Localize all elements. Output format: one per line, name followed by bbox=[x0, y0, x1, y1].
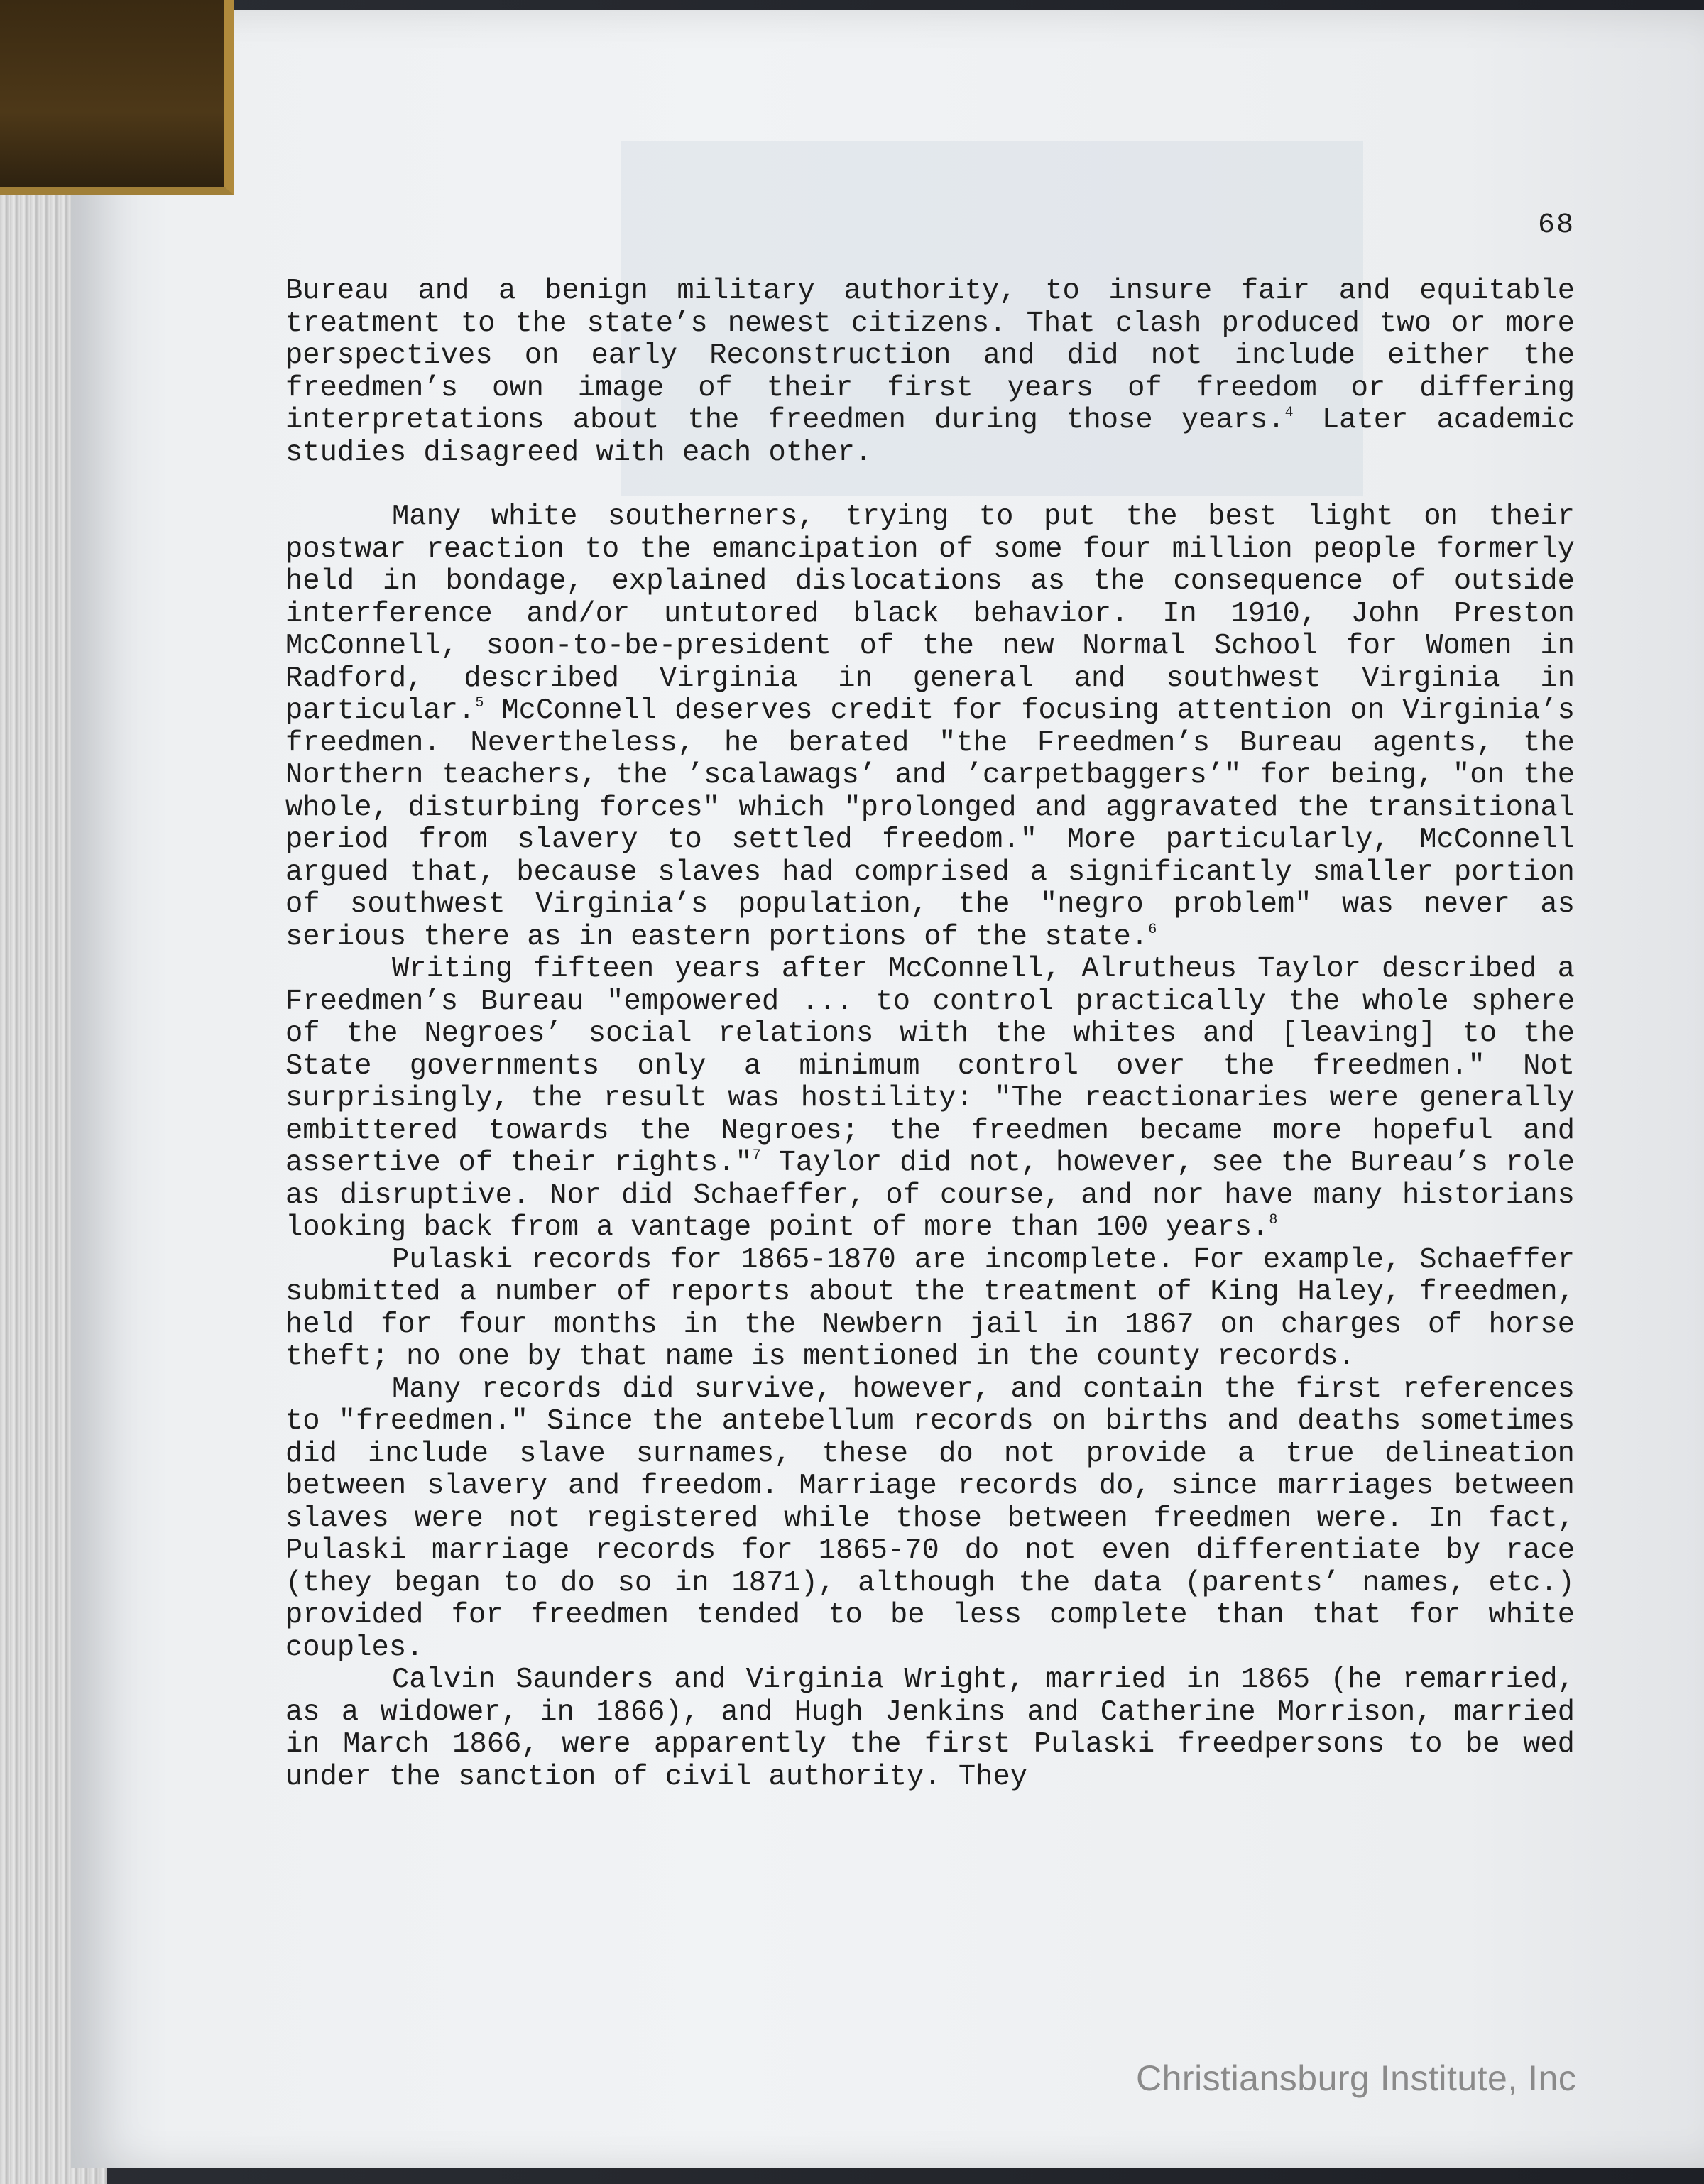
paragraph-4 bbox=[285, 1245, 1575, 1374]
footnote-marker: 5 bbox=[475, 695, 484, 711]
watermark-text: Christiansburg Institute, Inc bbox=[1136, 2058, 1577, 2098]
paragraph-text: Many records did survive, however, and contain the first references to "freedmen." Since the antebellum records on births and deaths sometimes did include slave surnames, these do not provide a true delineation between slavery and freedom. Marriage records do, since marriages between slaves were not registered while those between freedmen were. In fact, Pulaski marriage records for 1865-70 do not even differentiate by race (they began to do so in 1871), although the data (parents’ names, etc.) provided for freedmen tended to be less complete than that for white couples. bbox=[285, 1372, 1575, 1664]
paragraph-1 bbox=[285, 275, 1575, 469]
body-text bbox=[285, 275, 1575, 1793]
footnote-marker: 6 bbox=[1148, 921, 1157, 938]
paragraph-3 bbox=[285, 954, 1575, 1245]
paragraph-text: McConnell deserves credit for focusing attention on Virginia’s freedmen. Nevertheless, he berated "the Freedmen’s Bureau agents, the Northern teachers, the ’scalawags’ and ’carpetbaggers’" for being, "on the whole, disturbing forces" which "prolonged and aggravated the transitional period from slavery to settled freedom." More particularly, McConnell argued that, because slaves had comprised a significantly smaller portion of southwest Virginia’s population, the "negro problem" was never as serious there as in eastern portions of the state. bbox=[285, 694, 1575, 954]
paragraph-6 bbox=[285, 1664, 1575, 1793]
paragraph-text: Taylor did not, however, see the Bureau’s role as disruptive. Nor did Schaeffer, of course, and nor have many historians looking back from a vantage point of more than 100 years. bbox=[285, 1147, 1575, 1244]
footnote-marker: 7 bbox=[752, 1147, 761, 1164]
binder-clip bbox=[0, 0, 234, 195]
paragraph-5 bbox=[285, 1374, 1575, 1665]
paragraph-text: Bureau and a benign military authority, to insure fair and equitable treatment to the state’s newest citizens. That clash produced two or more perspectives on early Reconstruction and did not include either the freedmen’s own image of their first years of freedom or differing interpretations about the freedmen during those years. bbox=[285, 275, 1575, 437]
footnote-marker: 8 bbox=[1269, 1212, 1278, 1228]
paragraph-text: Later academic studies disagreed with each other. bbox=[285, 404, 1575, 469]
paragraph-text: Many white southerners, trying to put the best light on their postwar reaction to the emancipation of some four million people formerly held in bondage, explained dislocations as the consequence of outside interference and/or untutored black behavior. In 1910, John Preston McConnell, soon-to-be-president of the new Normal School for Women in Radford, described Virginia in general and southwest Virginia in particular. bbox=[285, 501, 1575, 727]
paragraph-text: Pulaski records for 1865-1870 are incomplete. For example, Schaeffer submitted a number of reports about the treatment of King Haley, freedmen, held for four months in the Newbern jail in 1867 on charges of horse theft; no one by that name is mentioned in the county records. bbox=[285, 1243, 1575, 1373]
paragraph-text: Calvin Saunders and Virginia Wright, married in 1865 (he remarried, as a widower, in 1866), and Hugh Jenkins and Catherine Morrison, married in March 1866, were apparently the first Pulaski freedpersons to be wed under the sanction of civil authority. They bbox=[285, 1664, 1575, 1793]
page-number: 68 bbox=[1538, 209, 1575, 241]
paragraph-text: Writing fifteen years after McConnell, Alrutheus Taylor described a Freedmen’s Bureau "empowered ... to control practically the whole sphere of the Negroes’ social relations with the whites and [leaving] to the State governments only a minimum control over the freedmen." Not surprisingly, the result was hostility: "The reactionaries were generally embittered towards the Negroes; the freedmen became more hopeful and assertive of their rights." bbox=[285, 953, 1575, 1179]
paragraph-2 bbox=[285, 501, 1575, 954]
footnote-marker: 4 bbox=[1284, 405, 1294, 421]
